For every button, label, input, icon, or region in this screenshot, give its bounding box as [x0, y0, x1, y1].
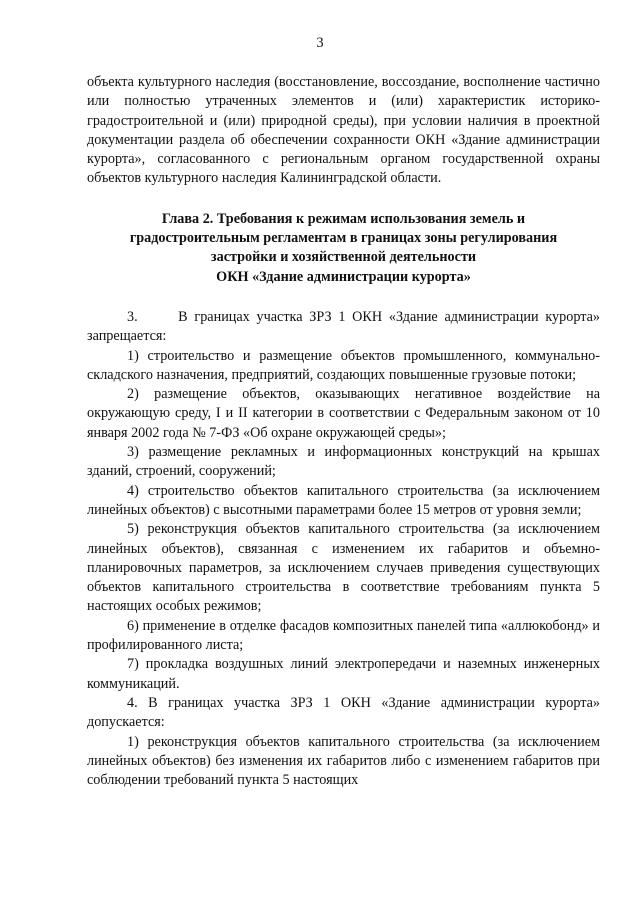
clause-3-item-3: 3) размещение рекламных и информационных конструкций на крышах зданий, строений, сооружений;: [87, 444, 600, 480]
page-number: 3: [316, 35, 324, 51]
clause-3-item-4: 4) строительство объектов капитального строительства (за исключением линейных объектов) с высотными параметрами более 15 метров от уровня земли;: [87, 482, 600, 518]
heading-line: градостроительным регламентам в границах зоны регулирования: [129, 230, 558, 247]
paragraph: объекта культурного наследия (восстановление, воссоздание, восполнение частично или полностью утраченных элементов и (или) характеристик историко-градостроительной и (или) природной среды), при условии наличия в проектной документации раздела об обеспечении сохранности ОКН «Здание администрации курорта», согласованного с региональным органом государственной охраны объектов культурного наследия Калининградской области.: [87, 74, 600, 187]
clause-4: 4. В границах участка ЗРЗ 1 ОКН «Здание администрации курорта» допускается:: [87, 694, 600, 731]
clause-3-item-2: 2) размещение объектов, оказывающих негативное воздействие на окружающую среду, I и II категории в соответствии с Федеральным законом от 10 января 2002 года № 7-ФЗ «Об охране окружающей среды»;: [87, 386, 600, 441]
clause-3-item-1: 1) строительство и размещение объектов промышленного, коммунально-складского назначения, предприятий, создающих повышенные грузовые потоки;: [87, 347, 600, 383]
heading-line: Глава 2. Требования к режимам использования земель и: [161, 210, 526, 227]
chapter-heading: [87, 210, 600, 287]
clause-3-item-7: 7) прокладка воздушных линий электропередачи и наземных инженерных коммуникаций.: [87, 656, 600, 692]
document-content: [87, 73, 600, 790]
heading-line: ОКН «Здание администрации курорта»: [216, 268, 471, 285]
heading-line: застройки и хозяйственной деятельности: [210, 249, 477, 266]
clause-4-item-1: 1) реконструкция объектов капитального строительства (за исключением линейных объектов) без изменения их габаритов либо с изменением габаритов при соблюдении требований пункта 5 настоящих: [87, 733, 600, 789]
clause-3-item-5: 5) реконструкция объектов капитального строительства (за исключением линейных объектов), связанная с изменением их габаритов и объемно-планировочных параметров, за исключением случаев приведения существующих объектов капитального строительства в соответствие требованиям пункта 5 настоящих особых режимов;: [87, 521, 600, 615]
clause-3: 3. В границах участка ЗРЗ 1 ОКН «Здание администрации курорта» запрещается:: [87, 308, 600, 345]
clause-3-item-6: 6) применение в отделке фасадов композитных панелей типа «аллюкобонд» и профилированного листа;: [87, 617, 600, 654]
